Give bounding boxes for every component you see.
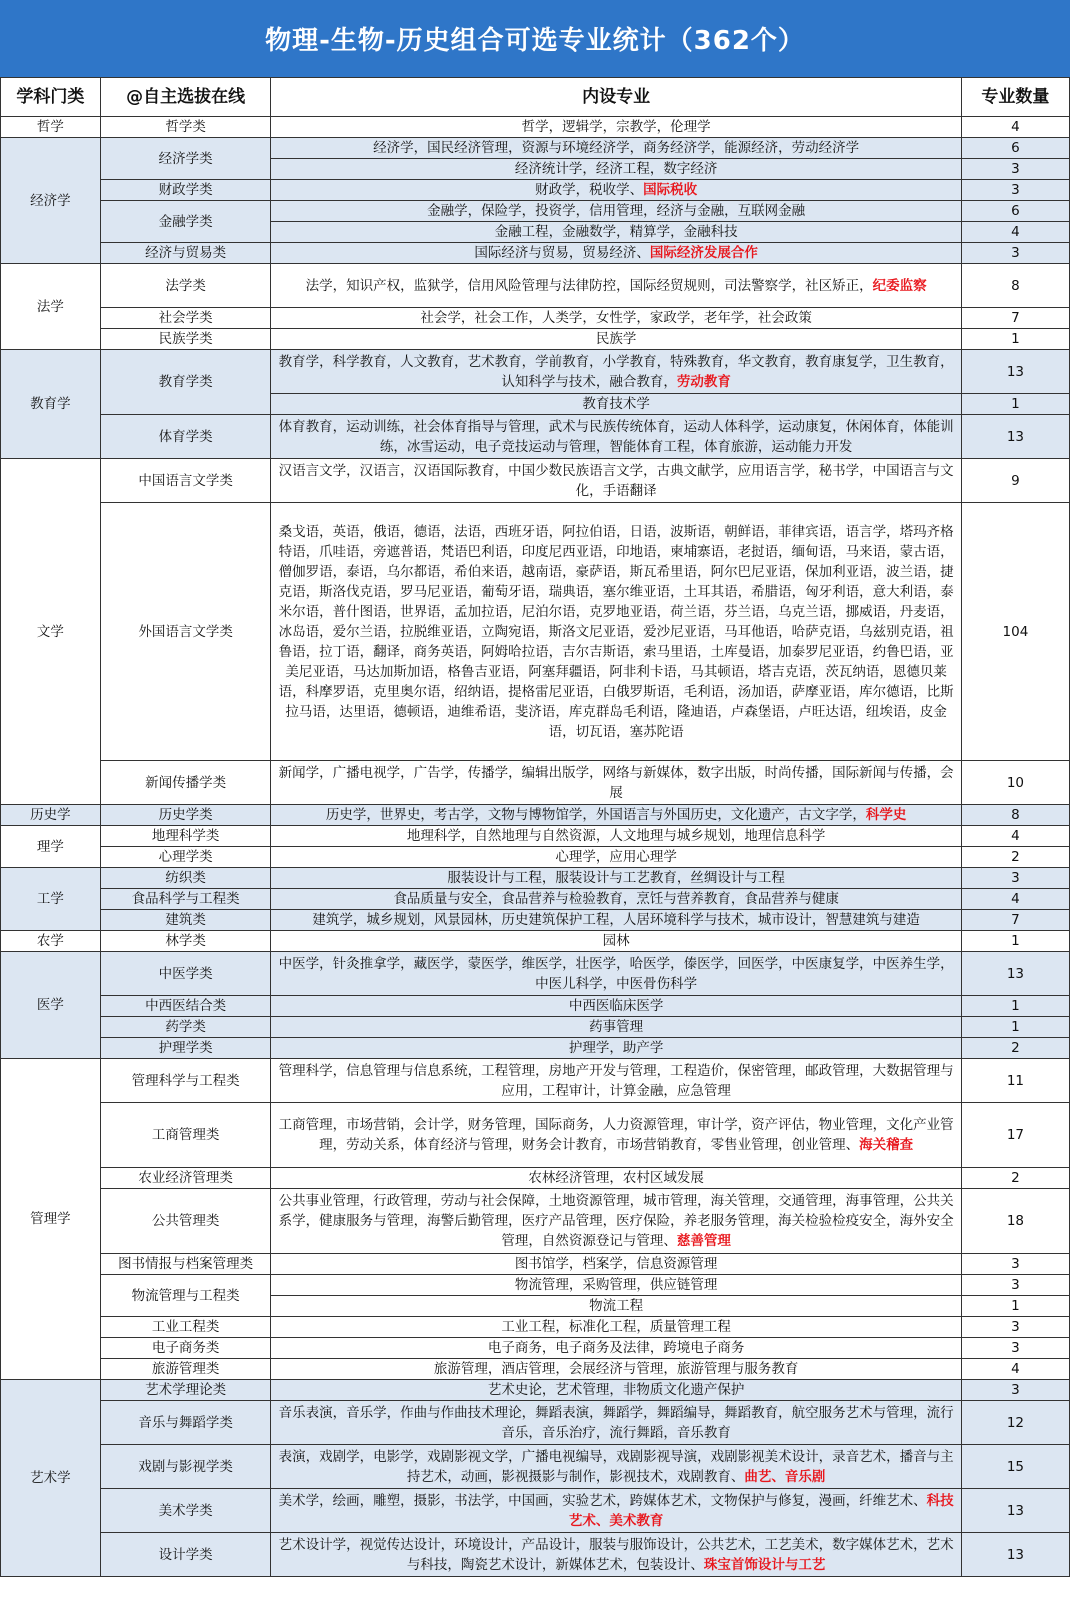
major-text: 物流工程 — [589, 1298, 644, 1314]
major-text: 体育教育，运动训练，社会体育指导与管理，武术与民族传统体育，运动人体科学，运动康复，休闲体育，体能训练，冰雪运动，电子竞技运动与管理，智能体育工程，体育旅游，运动能力开发 — [278, 418, 954, 455]
major-text: 金融工程，金融数学，精算学，金融科技 — [494, 224, 738, 240]
majors-cell — [271, 1533, 961, 1577]
major-text: 经济统计学，经济工程，数字经济 — [514, 161, 718, 177]
majors-cell — [271, 1296, 961, 1317]
count-cell: 8 — [961, 264, 1069, 308]
majors-cell — [271, 889, 961, 910]
class-cell: 财政学类 — [100, 180, 271, 201]
table-row — [1, 1038, 1070, 1059]
major-text: 新闻学，广播电视学，广告学，传播学，编辑出版学，网络与新媒体，数字出版，时尚传播，国际新闻与传播，会展 — [278, 764, 954, 801]
major-text: 国际经济与贸易，贸易经济、 — [474, 245, 650, 261]
majors-cell — [271, 1401, 961, 1445]
count-cell: 8 — [961, 805, 1069, 826]
majors-cell — [271, 1254, 961, 1275]
class-cell: 设计学类 — [100, 1533, 271, 1577]
major-text: 社会学，社会工作，人类学，女性学，家政学，老年学，社会政策 — [420, 310, 812, 326]
table-row — [1, 1489, 1070, 1533]
majors-cell — [271, 308, 961, 329]
highlighted-major: 曲艺、音乐剧 — [744, 1468, 826, 1485]
header-majors: 内设专业 — [271, 78, 961, 117]
major-text: 金融学，保险学，投资学，信用管理，经济与金融，互联网金融 — [427, 203, 806, 219]
count-cell: 6 — [961, 138, 1069, 159]
category-cell: 工学 — [1, 868, 101, 931]
major-text: 表演，戏剧学，电影学，戏剧影视文学，广播电视编导，戏剧影视导演，戏剧影视美术设计，录音艺术，播音与主持艺术，动画，影视摄影与制作，影视技术，戏剧教育、 — [278, 1448, 954, 1485]
major-text: 旅游管理，酒店管理，会展经济与管理，旅游管理与服务教育 — [433, 1361, 799, 1377]
count-cell: 3 — [961, 1317, 1069, 1338]
class-cell: 护理学类 — [100, 1038, 271, 1059]
count-cell: 1 — [961, 1017, 1069, 1038]
majors-cell — [271, 503, 961, 761]
table-row — [1, 329, 1070, 350]
category-cell: 医学 — [1, 952, 101, 1059]
class-cell: 工商管理类 — [100, 1103, 271, 1168]
table-row — [1, 1380, 1070, 1401]
majors-cell — [271, 1017, 961, 1038]
count-cell: 7 — [961, 308, 1069, 329]
table-row — [1, 1317, 1070, 1338]
table-row — [1, 201, 1070, 222]
major-text: 工商管理，市场营销，会计学，财务管理，国际商务，人力资源管理，审计学，资产评估，物业管理，文化产业管理，劳动关系，体育经济与管理，财务会计教育，市场营销教育，零售业管理，创业管理、 — [278, 1117, 954, 1153]
table-row — [1, 1168, 1070, 1189]
table-row — [1, 1189, 1070, 1254]
count-cell: 104 — [961, 503, 1069, 761]
highlighted-major: 科学史 — [865, 807, 907, 823]
table-row — [1, 1533, 1070, 1577]
majors-cell — [271, 805, 961, 826]
table-row — [1, 910, 1070, 931]
major-text: 艺术史论，艺术管理，非物质文化遗产保护 — [487, 1382, 745, 1398]
majors-cell — [271, 138, 961, 159]
major-text: 药事管理 — [589, 1019, 644, 1035]
count-cell: 4 — [961, 826, 1069, 847]
table-row — [1, 761, 1070, 805]
major-text: 哲学，逻辑学，宗教学，伦理学 — [521, 119, 711, 135]
majors-cell — [271, 1338, 961, 1359]
header-row — [1, 78, 1070, 117]
count-cell: 4 — [961, 222, 1069, 243]
highlighted-major: 慈善管理 — [676, 1233, 731, 1249]
highlighted-major: 珠宝首饰设计与工艺 — [703, 1556, 826, 1573]
class-cell: 艺术学理论类 — [100, 1380, 271, 1401]
major-text: 经济学，国民经济管理，资源与环境经济学，商务经济学，能源经济，劳动经济学 — [373, 140, 860, 156]
majors-cell — [271, 1489, 961, 1533]
majors-cell — [271, 952, 961, 996]
majors-cell — [271, 264, 961, 308]
class-cell: 林学类 — [100, 931, 271, 952]
count-cell: 1 — [961, 996, 1069, 1017]
class-cell: 旅游管理类 — [100, 1359, 271, 1380]
count-cell: 13 — [961, 1489, 1069, 1533]
class-cell: 社会学类 — [100, 308, 271, 329]
class-cell: 外国语言文学类 — [100, 503, 271, 761]
highlighted-major: 海关稽查 — [859, 1137, 914, 1153]
majors-cell — [271, 910, 961, 931]
count-cell: 13 — [961, 1533, 1069, 1577]
category-cell: 管理学 — [1, 1059, 101, 1380]
category-cell: 哲学 — [1, 117, 101, 138]
major-text: 图书馆学，档案学，信息资源管理 — [514, 1256, 718, 1272]
class-cell: 中医学类 — [100, 952, 271, 996]
major-text: 教育学，科学教育，人文教育，艺术教育，学前教育，小学教育，特殊教育，华文教育，教育康复学，卫生教育，认知科学与技术，融合教育， — [278, 353, 954, 390]
header-category: 学科门类 — [1, 78, 101, 117]
majors-cell — [271, 1189, 961, 1254]
category-cell: 经济学 — [1, 138, 101, 264]
majors-cell — [271, 459, 961, 503]
count-cell: 7 — [961, 910, 1069, 931]
table-row — [1, 1275, 1070, 1296]
category-cell: 艺术学 — [1, 1380, 101, 1577]
class-cell: 美术学类 — [100, 1489, 271, 1533]
major-text: 园林 — [602, 933, 630, 949]
majors-cell — [271, 761, 961, 805]
class-cell: 体育学类 — [100, 415, 271, 459]
table-row — [1, 180, 1070, 201]
table-title: 物理-生物-历史组合可选专业统计（362个） — [0, 0, 1070, 77]
class-cell: 金融学类 — [100, 201, 271, 243]
highlighted-major: 劳动教育 — [676, 373, 731, 390]
major-text: 中西医临床医学 — [568, 998, 664, 1014]
count-cell: 1 — [961, 394, 1069, 415]
class-cell: 戏剧与影视学类 — [100, 1445, 271, 1489]
count-cell: 4 — [961, 889, 1069, 910]
highlighted-major: 国际税收 — [643, 182, 698, 198]
class-cell: 经济学类 — [100, 138, 271, 180]
count-cell: 9 — [961, 459, 1069, 503]
category-cell: 理学 — [1, 826, 101, 868]
major-text: 护理学，助产学 — [568, 1040, 664, 1056]
major-text: 食品质量与安全，食品营养与检验教育，烹饪与营养教育，食品营养与健康 — [393, 891, 839, 907]
class-cell: 电子商务类 — [100, 1338, 271, 1359]
majors-cell — [271, 996, 961, 1017]
major-text: 工业工程，标准化工程，质量管理工程 — [501, 1319, 731, 1335]
majors-cell — [271, 1038, 961, 1059]
majors-table-container — [0, 77, 1070, 1577]
major-text: 教育技术学 — [582, 396, 650, 412]
majors-cell — [271, 1359, 961, 1380]
table-row — [1, 889, 1070, 910]
majors-cell — [271, 868, 961, 889]
major-text: 建筑学，城乡规划，风景园林，历史建筑保护工程，人居环境科学与技术，城市设计，智慧建筑与建造 — [312, 912, 920, 928]
category-cell: 农学 — [1, 931, 101, 952]
count-cell: 6 — [961, 201, 1069, 222]
count-cell: 17 — [961, 1103, 1069, 1168]
class-cell: 民族学类 — [100, 329, 271, 350]
count-cell: 2 — [961, 847, 1069, 868]
majors-table — [0, 77, 1070, 1577]
major-text: 法学，知识产权，监狱学，信用风险管理与法律防控，国际经贸规则，司法警察学，社区矫正， — [305, 277, 873, 294]
count-cell: 4 — [961, 117, 1069, 138]
major-text: 艺术设计学，视觉传达设计，环境设计，产品设计，服装与服饰设计，公共艺术，工艺美术，数字媒体艺术，艺术与科技，陶瓷艺术设计，新媒体艺术，包装设计、 — [278, 1536, 954, 1573]
class-cell: 地理科学类 — [100, 826, 271, 847]
majors-cell — [271, 1168, 961, 1189]
count-cell: 18 — [961, 1189, 1069, 1254]
count-cell: 3 — [961, 1338, 1069, 1359]
table-row — [1, 847, 1070, 868]
table-row — [1, 1445, 1070, 1489]
major-text: 美术学，绘画，雕塑，摄影，书法学，中国画，实验艺术，跨媒体艺术，文物保护与修复，漫画，纤维艺术、 — [278, 1492, 927, 1509]
count-cell: 2 — [961, 1038, 1069, 1059]
class-cell: 教育学类 — [100, 350, 271, 415]
majors-cell — [271, 243, 961, 264]
majors-cell — [271, 201, 961, 222]
table-row — [1, 1103, 1070, 1168]
class-cell: 哲学类 — [100, 117, 271, 138]
majors-cell — [271, 159, 961, 180]
class-cell: 中西医结合类 — [100, 996, 271, 1017]
majors-cell — [271, 1103, 961, 1168]
class-cell: 心理学类 — [100, 847, 271, 868]
major-text: 地理科学，自然地理与自然资源，人文地理与城乡规划，地理信息科学 — [406, 828, 826, 844]
majors-cell — [271, 222, 961, 243]
majors-cell — [271, 117, 961, 138]
class-cell: 建筑类 — [100, 910, 271, 931]
count-cell: 3 — [961, 1254, 1069, 1275]
highlighted-major: 纪委监察 — [872, 277, 927, 294]
count-cell: 3 — [961, 1380, 1069, 1401]
table-row — [1, 308, 1070, 329]
table-row — [1, 243, 1070, 264]
major-text: 桑戈语，英语，俄语，德语，法语，西班牙语，阿拉伯语，日语，波斯语，朝鲜语，菲律宾语，语言学，塔玛齐格特语，爪哇语，旁遮普语，梵语巴利语，印度尼西亚语，印地语，柬埔寨语，老挝语，缅甸语，马来语，蒙古语，僧伽罗语，泰语，乌尔都语，希伯来语，越南语，豪萨语，斯瓦希里语，阿尔巴尼亚语，保加利亚语，波兰语，捷克语，斯洛伐克语，罗马尼亚语，葡萄牙语，瑞典语，塞尔维亚语，土耳其语，希腊语，匈牙利语，意大利语，泰米尔语，普什图语，世界语，孟加拉语，尼泊尔语，克罗地亚语，荷兰语，芬兰语，乌克兰语，挪威语，丹麦语，冰岛语，爱尔兰语，拉脱维亚语，立陶宛语，斯洛文尼亚语，爱沙尼亚语，马耳他语，哈萨克语，乌兹别克语，祖鲁语，拉丁语，翻译，商务英语，阿姆哈拉语，吉尔吉斯语，索马里语，土库曼语，加泰罗尼亚语，约鲁巴语，亚美尼亚语，马达加斯加语，格鲁吉亚语，阿塞拜疆语，阿非利卡语，马其顿语，塔吉克语，茨瓦纳语，恩德贝莱语，科摩罗语，克里奥尔语，绍纳语，提格雷尼亚语，白俄罗斯语，毛利语，汤加语，萨摩亚语，库尔德语，比斯拉马语，达里语，德顿语，迪维希语，斐济语，库克群岛毛利语，隆迪语，卢森堡语，卢旺达语，纽埃语，皮金语，切瓦语，塞苏陀语 — [278, 523, 954, 740]
majors-cell — [271, 1445, 961, 1489]
majors-cell — [271, 415, 961, 459]
class-cell: 经济与贸易类 — [100, 243, 271, 264]
majors-cell — [271, 931, 961, 952]
table-row — [1, 1017, 1070, 1038]
table-row — [1, 459, 1070, 503]
table-row — [1, 931, 1070, 952]
class-cell: 农业经济管理类 — [100, 1168, 271, 1189]
table-row — [1, 117, 1070, 138]
major-text: 民族学 — [595, 331, 637, 347]
category-cell: 教育学 — [1, 350, 101, 459]
table-row — [1, 996, 1070, 1017]
table-row — [1, 805, 1070, 826]
class-cell: 工业工程类 — [100, 1317, 271, 1338]
count-cell: 3 — [961, 868, 1069, 889]
header-count: 专业数量 — [961, 78, 1069, 117]
count-cell: 13 — [961, 415, 1069, 459]
table-row — [1, 350, 1070, 394]
major-text: 心理学，应用心理学 — [555, 849, 677, 865]
highlighted-major: 国际经济发展合作 — [649, 245, 758, 261]
count-cell: 3 — [961, 159, 1069, 180]
class-cell: 管理科学与工程类 — [100, 1059, 271, 1103]
major-text: 农林经济管理，农村区域发展 — [528, 1170, 704, 1186]
header-class: @自主选拔在线 — [100, 78, 271, 117]
category-cell: 文学 — [1, 459, 101, 805]
table-row — [1, 952, 1070, 996]
table-row — [1, 1059, 1070, 1103]
class-cell: 新闻传播学类 — [100, 761, 271, 805]
table-row — [1, 138, 1070, 159]
count-cell: 10 — [961, 761, 1069, 805]
major-text: 中医学，针灸推拿学，藏医学，蒙医学，维医学，壮医学，哈医学，傣医学，回医学，中医康复学，中医养生学，中医儿科学，中医骨伤科学 — [278, 955, 954, 992]
count-cell: 3 — [961, 243, 1069, 264]
count-cell: 3 — [961, 1275, 1069, 1296]
table-body — [1, 117, 1070, 1577]
table-row — [1, 1254, 1070, 1275]
major-text: 电子商务，电子商务及法律，跨境电子商务 — [487, 1340, 745, 1356]
major-text: 服装设计与工程，服装设计与工艺教育，丝绸设计与工程 — [447, 870, 785, 886]
table-row — [1, 826, 1070, 847]
majors-cell — [271, 826, 961, 847]
class-cell: 物流管理与工程类 — [100, 1275, 271, 1317]
class-cell: 药学类 — [100, 1017, 271, 1038]
count-cell: 1 — [961, 329, 1069, 350]
majors-cell — [271, 329, 961, 350]
class-cell: 图书情报与档案管理类 — [100, 1254, 271, 1275]
highlighted-major: 科技艺术、美术教育 — [568, 1492, 954, 1529]
class-cell: 历史学类 — [100, 805, 271, 826]
table-row — [1, 264, 1070, 308]
count-cell: 13 — [961, 350, 1069, 394]
class-cell: 中国语言文学类 — [100, 459, 271, 503]
count-cell: 12 — [961, 1401, 1069, 1445]
count-cell: 1 — [961, 1296, 1069, 1317]
count-cell: 4 — [961, 1359, 1069, 1380]
majors-cell — [271, 350, 961, 394]
count-cell: 3 — [961, 180, 1069, 201]
majors-cell — [271, 180, 961, 201]
major-text: 管理科学，信息管理与信息系统，工程管理，房地产开发与管理，工程造价，保密管理，邮政管理，大数据管理与应用，工程审计，计算金融，应急管理 — [278, 1062, 954, 1099]
class-cell: 音乐与舞蹈学类 — [100, 1401, 271, 1445]
majors-cell — [271, 1059, 961, 1103]
table-row — [1, 1401, 1070, 1445]
majors-cell — [271, 1317, 961, 1338]
class-cell: 法学类 — [100, 264, 271, 308]
majors-cell — [271, 394, 961, 415]
count-cell: 2 — [961, 1168, 1069, 1189]
class-cell: 公共管理类 — [100, 1189, 271, 1254]
major-text: 财政学，税收学、 — [535, 182, 644, 198]
class-cell: 纺织类 — [100, 868, 271, 889]
major-text: 公共事业管理，行政管理，劳动与社会保障，土地资源管理，城市管理，海关管理，交通管理，海事管理，公共关系学，健康服务与管理，海警后勤管理，医疗产品管理，医疗保险，养老服务管理，海关检验检疫安全，海外安全管理，自然资源登记与管理、 — [278, 1193, 954, 1249]
major-text: 物流管理，采购管理，供应链管理 — [514, 1277, 718, 1293]
category-cell: 历史学 — [1, 805, 101, 826]
major-text: 音乐表演，音乐学，作曲与作曲技术理论，舞蹈表演，舞蹈学，舞蹈编导，舞蹈教育，航空服务艺术与管理，流行音乐，音乐治疗，流行舞蹈，音乐教育 — [278, 1404, 954, 1441]
majors-cell — [271, 1380, 961, 1401]
major-text: 历史学，世界史，考古学，文物与博物馆学，外国语言与外国历史，文化遗产，古文字学， — [325, 807, 866, 823]
table-row — [1, 868, 1070, 889]
count-cell: 15 — [961, 1445, 1069, 1489]
category-cell: 法学 — [1, 264, 101, 350]
count-cell: 1 — [961, 931, 1069, 952]
majors-cell — [271, 847, 961, 868]
majors-cell — [271, 1275, 961, 1296]
table-row — [1, 1338, 1070, 1359]
count-cell: 11 — [961, 1059, 1069, 1103]
table-row — [1, 415, 1070, 459]
major-text: 汉语言文学，汉语言，汉语国际教育，中国少数民族语言文学，古典文献学，应用语言学，秘书学，中国语言与文化，手语翻译 — [278, 462, 954, 499]
class-cell: 食品科学与工程类 — [100, 889, 271, 910]
table-row — [1, 503, 1070, 761]
count-cell: 13 — [961, 952, 1069, 996]
table-row — [1, 1359, 1070, 1380]
